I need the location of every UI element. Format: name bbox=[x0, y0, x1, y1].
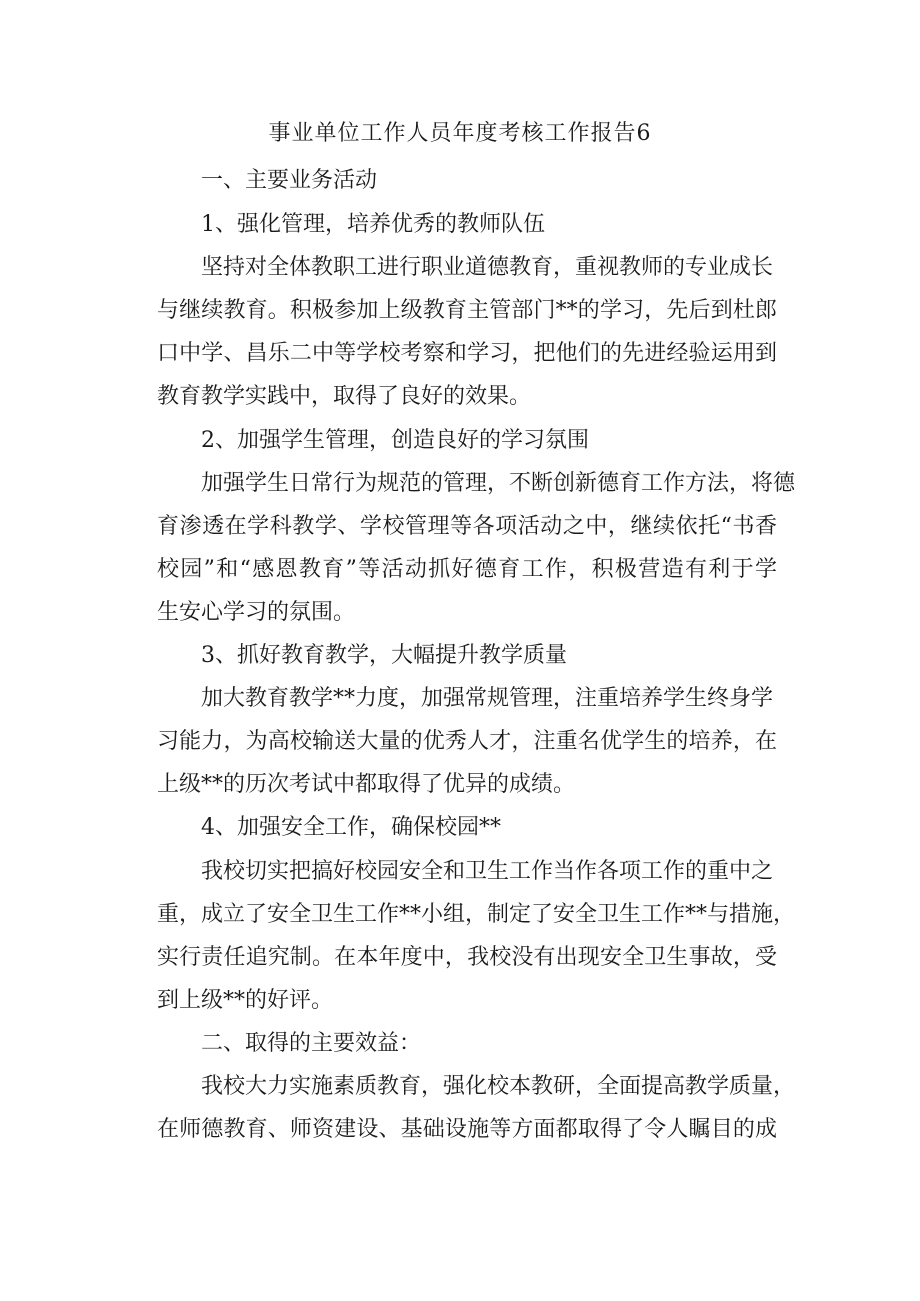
paragraph-line: 与继续教育。积极参加上级教育主管部门**的学习，先后到杜郎 bbox=[157, 298, 777, 323]
document-title: 事业单位工作人员年度考核工作报告6 bbox=[268, 121, 652, 146]
subheading-1: 1、强化管理，培养优秀的教师队伍 bbox=[201, 212, 545, 237]
section-heading-2: 二、取得的主要效益： bbox=[201, 1031, 422, 1056]
paragraph-line: 加强学生日常行为规范的管理，不断创新德育工作方法，将德 bbox=[201, 471, 796, 496]
paragraph-line: 育渗透在学科教学、学校管理等各项活动之中，继续依托“书香 bbox=[157, 514, 777, 539]
paragraph-line: 我校切实把搞好校园安全和卫生工作当作各项工作的重中之 bbox=[201, 859, 774, 884]
paragraph-line: 上级**的历次考试中都取得了优异的成绩。 bbox=[157, 772, 576, 797]
paragraph-line: 校园”和“感恩教育”等活动抓好德育工作，积极营造有利于学 bbox=[157, 557, 777, 582]
paragraph-line: 到上级**的好评。 bbox=[157, 988, 334, 1013]
paragraph-line: 实行责任追究制。在本年度中，我校没有出现安全卫生事故，受 bbox=[157, 945, 777, 970]
paragraph-line: 口中学、昌乐二中等学校考察和学习，把他们的先进经验运用到 bbox=[157, 341, 777, 366]
paragraph-line: 教育教学实践中，取得了良好的效果。 bbox=[157, 384, 532, 409]
paragraph-line: 重，成立了安全卫生工作**小组，制定了安全卫生工作**与措施， bbox=[157, 902, 796, 927]
paragraph-line: 我校大力实施素质教育，强化校本教研，全面提高教学质量， bbox=[201, 1074, 796, 1099]
subheading-2: 2、加强学生管理，创造良好的学习氛围 bbox=[201, 428, 589, 453]
subheading-4: 4、加强安全工作，确保校园** bbox=[201, 815, 501, 840]
paragraph-line: 生安心学习的氛围。 bbox=[157, 600, 356, 625]
paragraph-line: 习能力，为高校输送大量的优秀人才，注重名优学生的培养，在 bbox=[157, 729, 777, 754]
paragraph-line: 坚持对全体教职工进行职业道德教育，重视教师的专业成长 bbox=[201, 255, 774, 280]
paragraph-line: 在师德教育、师资建设、基础设施等方面都取得了令人瞩目的成 bbox=[157, 1117, 777, 1142]
paragraph-line: 加大教育教学**力度，加强常规管理，注重培养学生终身学 bbox=[201, 686, 774, 711]
subheading-3: 3、抓好教育教学，大幅提升教学质量 bbox=[201, 643, 567, 668]
section-heading-1: 一、主要业务活动 bbox=[201, 168, 378, 193]
